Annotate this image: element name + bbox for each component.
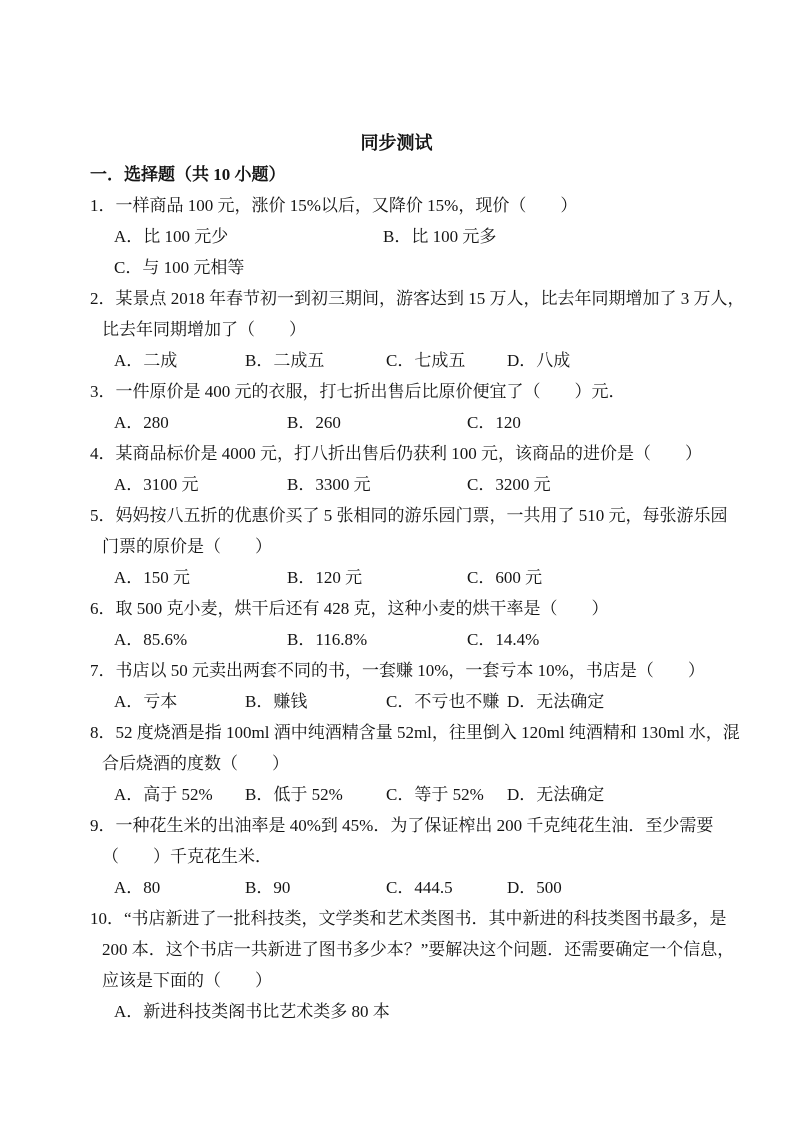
option-7-d: D．无法确定	[507, 692, 605, 711]
question-2-number: 2．	[90, 289, 116, 308]
option-7-a: A．亏本	[114, 692, 178, 711]
question-5-options	[90, 562, 745, 593]
question-9-line-1	[90, 810, 745, 841]
question-1-line-1	[90, 190, 745, 221]
option-7-c: C．不亏也不赚	[386, 692, 500, 711]
question-1-text: 一样商品 100 元，涨价 15%以后，又降价 15%，现价（ ）	[115, 196, 578, 215]
option-9-c: C．444.5	[386, 878, 453, 897]
question-5-number: 5．	[90, 506, 116, 525]
question-7-options	[90, 686, 745, 717]
question-2-text-2: 比去年同期增加了（ ）	[102, 320, 306, 339]
option-8-b: B．低于 52%	[245, 785, 343, 804]
question-8-number: 8．	[90, 723, 116, 742]
question-9-options	[90, 872, 745, 903]
question-10-text-1: “书店新进了一批科技类，文学类和艺术类图书．其中新进的科技类图书最多，是	[124, 909, 727, 928]
option-3-a: A．280	[114, 413, 169, 432]
section-heading: 一．选择题（共 10 小题）	[90, 165, 286, 184]
question-5-line-1	[90, 500, 745, 531]
question-8-text-1: 52 度烧酒是指 100ml 酒中纯酒精含量 52ml，往里倒入 120ml 纯酒精和 130ml 水，混	[115, 723, 740, 742]
option-3-b: B．260	[287, 413, 341, 432]
option-7-b: B．赚钱	[245, 692, 308, 711]
option-2-a: A．二成	[114, 351, 178, 370]
question-6-options	[90, 624, 745, 655]
question-2-text-1: 某景点 2018 年春节初一到初三期间，游客达到 15 万人，比去年同期增加了 3 万人，	[115, 289, 745, 308]
question-8-options	[90, 779, 745, 810]
option-6-c: C．14.4%	[467, 630, 540, 649]
question-6-number: 6．	[90, 599, 116, 618]
option-4-a: A．3100 元	[114, 475, 199, 494]
question-3-text: 一件原价是 400 元的衣服，打七折出售后比原价便宜了（ ）元．	[115, 382, 626, 401]
question-10-line-3	[90, 965, 745, 996]
option-5-b: B．120 元	[287, 568, 363, 587]
option-2-c: C．七成五	[386, 351, 466, 370]
question-2-line-2	[90, 314, 745, 345]
option-2-d: D．八成	[507, 351, 571, 370]
option-9-a: A．80	[114, 878, 161, 897]
question-5-text-2: 门票的原价是（ ）	[102, 537, 272, 556]
option-4-c: C．3200 元	[467, 475, 551, 494]
question-1-number: 1．	[90, 196, 116, 215]
question-10-line-2	[90, 934, 745, 965]
option-6-a: A．85.6%	[114, 630, 188, 649]
question-1-options-row-2	[90, 252, 745, 283]
question-8-line-2	[90, 748, 745, 779]
question-5-text-1: 妈妈按八五折的优惠价买了 5 张相同的游乐园门票，一共用了 510 元，每张游乐园	[115, 506, 728, 525]
question-6-text: 取 500 克小麦，烘干后还有 428 克，这种小麦的烘干率是（ ）	[115, 599, 609, 618]
question-9-text-2: （ ）千克花生米．	[102, 847, 272, 866]
question-4-options	[90, 469, 745, 500]
question-7-line-1	[90, 655, 745, 686]
question-3-number: 3．	[90, 382, 116, 401]
option-1-b: B．比 100 元多	[383, 227, 497, 246]
option-6-b: B．116.8%	[287, 630, 368, 649]
doc-title: 同步测试	[360, 133, 433, 153]
option-5-c: C．600 元	[467, 568, 543, 587]
question-10-text-3: 应该是下面的（ ）	[102, 971, 272, 990]
option-9-b: B．90	[245, 878, 291, 897]
option-3-c: C．120	[467, 413, 521, 432]
question-9-line-2	[90, 841, 745, 872]
question-9-text-1: 一种花生米的出油率是 40%到 45%．为了保证榨出 200 千克纯花生油．至少需要	[115, 816, 714, 835]
question-3-options	[90, 407, 745, 438]
question-8-text-2: 合后烧酒的度数（ ）	[102, 754, 289, 773]
question-4-text: 某商品标价是 4000 元，打八折出售后仍获利 100 元，该商品的进价是（ ）	[115, 444, 702, 463]
option-8-c: C．等于 52%	[386, 785, 484, 804]
option-9-d: D．500	[507, 878, 562, 897]
question-2-line-1	[90, 283, 745, 314]
question-4-line-1	[90, 438, 745, 469]
question-7-text: 书店以 50 元卖出两套不同的书，一套赚 10%，一套亏本 10%，书店是（ ）	[115, 661, 705, 680]
option-1-c: C．与 100 元相等	[114, 258, 245, 277]
option-10-a: A．新进科技类阁书比艺术类多 80 本	[114, 1002, 390, 1021]
question-9-number: 9．	[90, 816, 116, 835]
option-4-b: B．3300 元	[287, 475, 371, 494]
question-6-line-1	[90, 593, 745, 624]
question-4-number: 4．	[90, 444, 116, 463]
option-5-a: A．150 元	[114, 568, 191, 587]
question-1-options-row-1	[90, 221, 745, 252]
option-8-a: A．高于 52%	[114, 785, 213, 804]
question-5-line-2	[90, 531, 745, 562]
question-10-line-1	[90, 903, 745, 934]
question-8-line-1	[90, 717, 745, 748]
question-10-number: 10．	[90, 909, 124, 928]
document-content	[90, 159, 745, 1027]
option-8-d: D．无法确定	[507, 785, 605, 804]
question-10-text-2: 200 本．这个书店一共新进了图书多少本？”要解决这个问题．还需要确定一个信息，	[102, 940, 735, 959]
option-2-b: B．二成五	[245, 351, 325, 370]
question-7-number: 7．	[90, 661, 116, 680]
question-3-line-1	[90, 376, 745, 407]
question-2-options	[90, 345, 745, 376]
question-10-options	[90, 996, 745, 1027]
option-1-a: A．比 100 元少	[114, 227, 229, 246]
